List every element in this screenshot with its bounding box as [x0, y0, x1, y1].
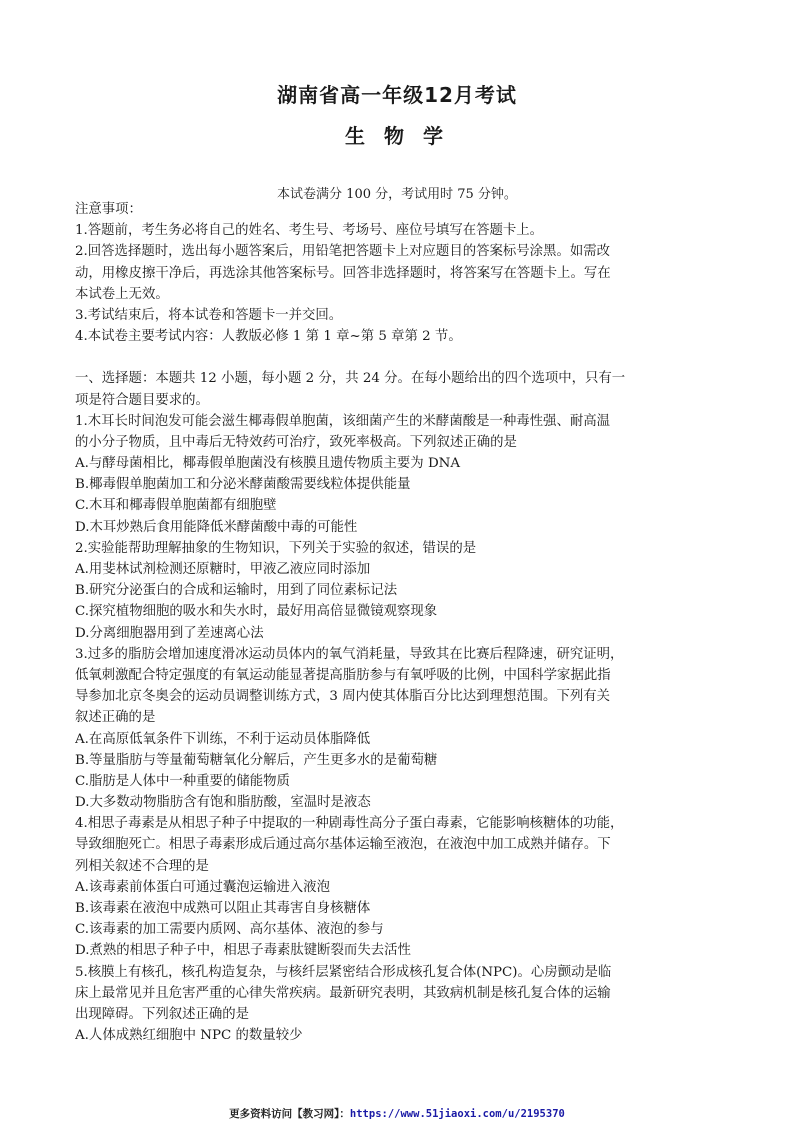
section-heading: [75, 368, 721, 410]
question-stem: 导参加北京冬奥会的运动员调整训练方式，3 周内使其体脂百分比达到理想范围。下列有关: [75, 689, 611, 705]
question-2: [75, 538, 721, 644]
option-a: A.人体成熟红细胞中 NPC 的数量较少: [75, 1028, 303, 1044]
question-4: [75, 813, 721, 961]
notes-line: 1.答题前，考生务必将自己的姓名、考生号、考场号、座位号填写在答题卡上。: [75, 223, 544, 239]
notes-block: [75, 199, 721, 347]
subject-title: 生 物 学: [345, 124, 449, 148]
question-stem: 出现障碍。下列叙述正确的是: [75, 1006, 250, 1022]
question-stem: 3.过多的脂肪会增加速度滑冰运动员体内的氧气消耗量，导致其在比赛后程降速，研究证明，: [75, 646, 624, 662]
option-d: D.大多数动物脂肪含有饱和脂肪酸，室温时是液态: [75, 795, 371, 811]
option-c: C.木耳和椰毒假单胞菌都有细胞壁: [75, 498, 277, 514]
notes-line: 4.本试卷主要考试内容：人教版必修 1 第 1 章~第 5 章第 2 节。: [75, 329, 462, 345]
option-b: B.该毒素在液泡中成熟可以阻止其毒害自身核糖体: [75, 901, 371, 916]
option-a: A.与酵母菌相比，椰毒假单胞菌没有核膜且遗传物质主要为 DNA: [75, 456, 461, 472]
option-d: D.煮熟的相思子种子中，相思子毒素肽键断裂而失去活性: [75, 943, 411, 959]
footer-banner: [0, 1106, 794, 1121]
exam-intro: 本试卷满分 100 分，考试用时 75 分钟。: [277, 187, 517, 202]
option-c: C.脂肪是人体中一种重要的储能物质: [75, 773, 290, 789]
section-line: 项是符合题目要求的。: [75, 392, 209, 408]
notes-line: 2.回答选择题时，选出每小题答案后，用铅笔把答题卡上对应题目的答案标号涂黑。如需改: [75, 244, 611, 260]
notes-line: 本试卷上无效。: [75, 286, 169, 302]
spacer: [75, 347, 721, 368]
question-stem: 导致细胞死亡。相思子毒素形成后通过高尔基体运输至液泡，在液泡中加工成熟并储存。下: [75, 837, 611, 853]
option-c: C.探究植物细胞的吸水和失水时，最好用高倍显微镜观察现象: [75, 604, 438, 620]
question-5: [75, 962, 721, 1047]
question-stem: 2.实验能帮助理解抽象的生物知识，下列关于实验的叙述，错误的是: [75, 540, 477, 556]
option-b: B.等量脂肪与等量葡萄糖氧化分解后，产生更多水的是葡萄糖: [75, 752, 438, 768]
exam-title: 湖南省高一年级12月考试: [277, 83, 517, 107]
question-1: [75, 411, 721, 538]
question-stem: 低氧刺激配合特定强度的有氧运动能显著提高脂肪参与有氧呼吸的比例，中国科学家据此指: [75, 667, 611, 683]
option-d: D.木耳炒熟后食用能降低米酵菌酸中毒的可能性: [75, 519, 358, 535]
option-a: A.在高原低氧条件下训练，不利于运动员体脂降低: [75, 731, 371, 747]
section-line: 一、选择题：本题共 12 小题，每小题 2 分，共 24 分。在每小题给出的四个选项中，只有一: [75, 371, 626, 387]
question-stem: 列相关叙述不合理的是: [75, 858, 209, 874]
footer-link[interactable]: https://www.51jiaoxi.com/u/2195370: [349, 1108, 565, 1120]
question-stem: 叙述正确的是: [75, 710, 156, 726]
option-a: A.该毒素前体蛋白可通过囊泡运输进入液泡: [75, 879, 330, 895]
footer-prefix: 更多资料访问【教习网】：: [229, 1108, 350, 1120]
question-stem: 的小分子物质，且中毒后无特效药可治疗，致死率极高。下列叙述正确的是: [75, 434, 517, 450]
notes-line: 3.考试结束后，将本试卷和答题卡一并交回。: [75, 307, 343, 323]
question-stem: 5.核膜上有核孔，核孔构造复杂，与核纤层紧密结合形成核孔复合体(NPC)。心房颤动是临: [75, 964, 612, 980]
option-b: B.研究分泌蛋白的合成和运输时，用到了同位素标记法: [75, 583, 398, 599]
notes-heading: 注意事项：: [75, 202, 142, 217]
option-d: D.分离细胞器用到了差速离心法: [75, 625, 264, 641]
question-stem: 床上最常见并且危害严重的心律失常疾病。最新研究表明，其致病机制是核孔复合体的运输: [75, 985, 611, 1001]
option-b: B.椰毒假单胞菌加工和分泌米酵菌酸需要线粒体提供能量: [75, 477, 411, 493]
exam-body: [75, 199, 721, 1046]
question-stem: 4.相思子毒素是从相思子种子中提取的一种剧毒性高分子蛋白毒素，它能影响核糖体的功能，: [75, 816, 624, 832]
option-c: C.该毒素的加工需要内质网、高尔基体、液泡的参与: [75, 922, 384, 938]
question-stem: 1.木耳长时间泡发可能会滋生椰毒假单胞菌，该细菌产生的米酵菌酸是一种毒性强、耐高温: [75, 413, 611, 429]
notes-line: 动，用橡皮擦干净后，再选涂其他答案标号。回答非选择题时，将答案写在答题卡上。写在: [75, 265, 611, 281]
question-3: [75, 644, 721, 814]
option-a: A.用斐林试剂检测还原糖时，甲液乙液应同时添加: [75, 562, 371, 577]
